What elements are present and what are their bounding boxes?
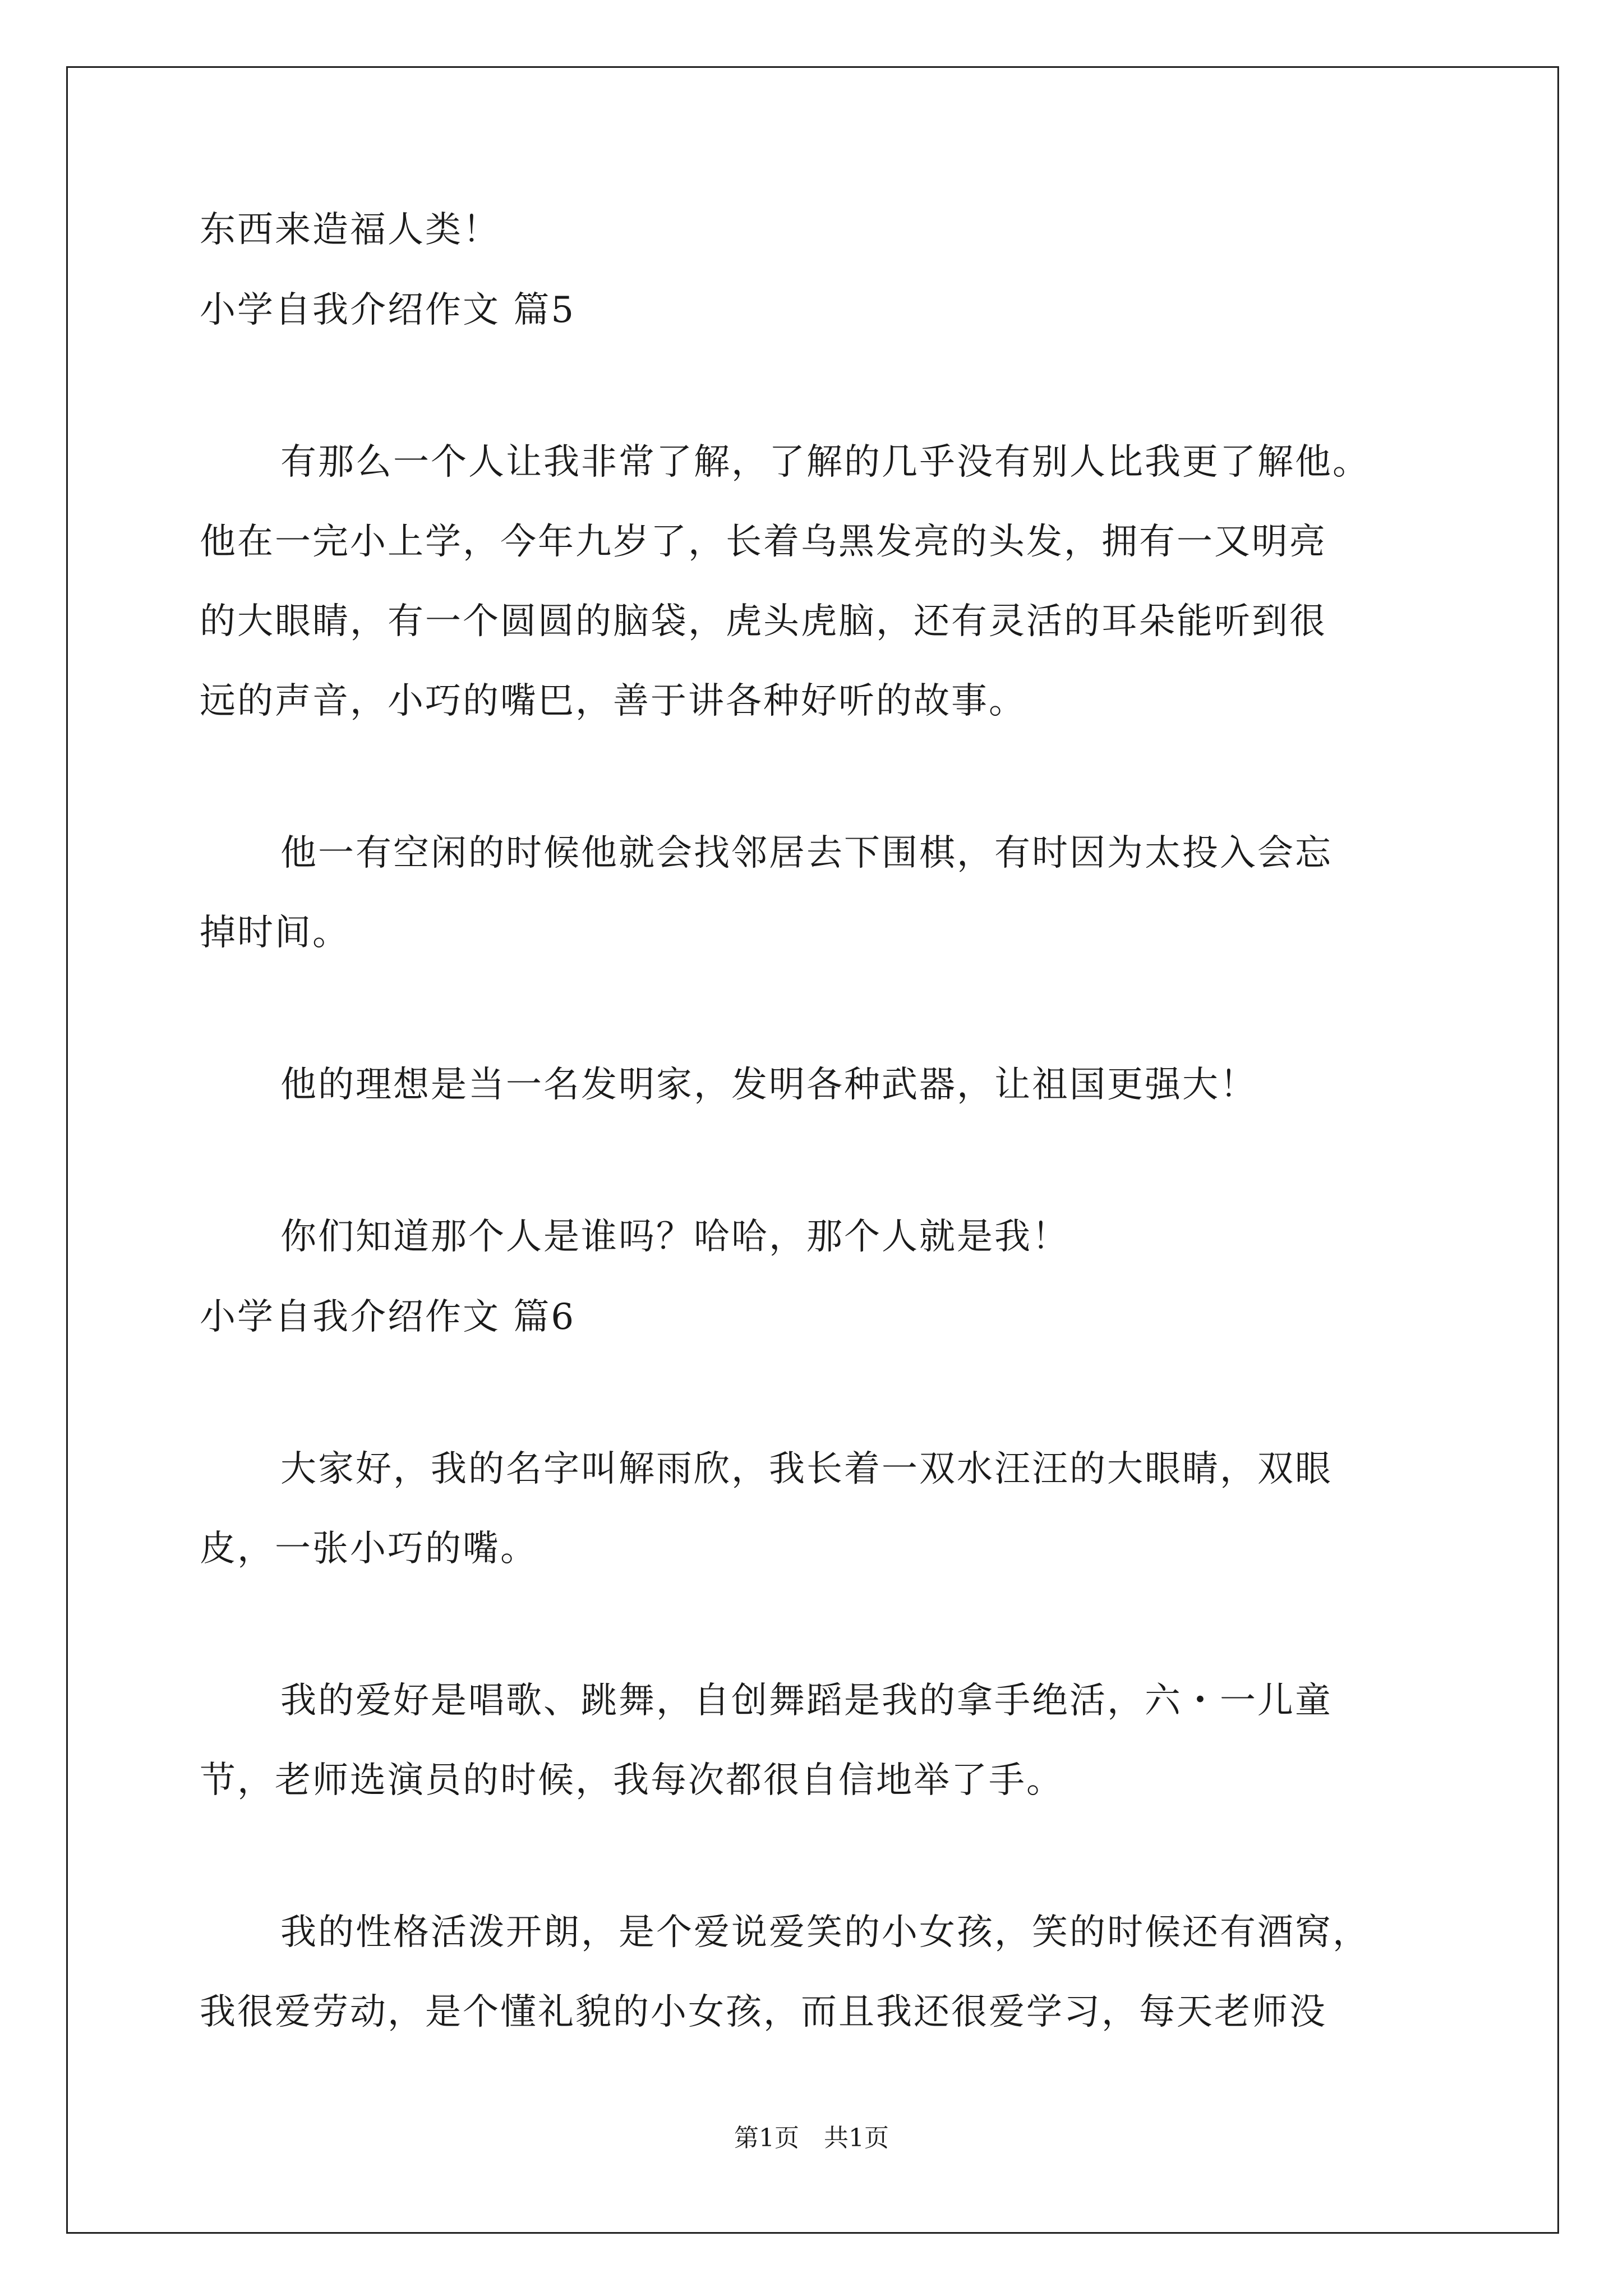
- paragraph-line: 的大眼睛，有一个圆圆的脑袋，虎头虎脑，还有灵活的耳朵能听到很: [200, 601, 1327, 642]
- paragraph-line: 掉时间。: [200, 912, 350, 954]
- paragraph-line: 东西来造福人类！: [200, 209, 500, 251]
- page-footer: 第1页 共1页: [734, 2124, 889, 2152]
- paragraph-line: 他在一完小上学，今年九岁了，长着乌黑发亮的头发，拥有一又明亮: [200, 521, 1327, 563]
- paragraph-line: 我很爱劳动，是个懂礼貌的小女孩，而且我还很爱学习，每天老师没: [200, 1991, 1327, 2033]
- section-heading: 小学自我介绍作文 篇6: [200, 1296, 576, 1338]
- paragraph-line: 他一有空闲的时候他就会找邻居去下围棋，有时因为太投入会忘: [280, 832, 1332, 874]
- paragraph-line: 他的理想是当一名发明家，发明各种武器，让祖国更强大！: [280, 1064, 1257, 1106]
- paragraph-line: 大家好，我的名字叫解雨欣，我长着一双水汪汪的大眼睛，双眼: [280, 1448, 1332, 1490]
- paragraph-line: 有那么一个人让我非常了解，了解的几乎没有别人比我更了解他。: [280, 441, 1370, 483]
- paragraph-line: 节，老师选演员的时候，我每次都很自信地举了手。: [200, 1760, 1064, 1801]
- paragraph-line: 我的爱好是唱歌、跳舞，自创舞蹈是我的拿手绝活，六・一儿童: [280, 1680, 1332, 1722]
- paragraph-line: 我的性格活泼开朗，是个爱说爱笑的小女孩，笑的时候还有酒窝，: [280, 1912, 1370, 1953]
- section-heading: 小学自我介绍作文 篇5: [200, 289, 576, 331]
- paragraph-line: 远的声音，小巧的嘴巴，善于讲各种好听的故事。: [200, 680, 1026, 722]
- page-border: [66, 66, 1559, 2234]
- paragraph-line: 皮，一张小巧的嘴。: [200, 1528, 538, 1570]
- paragraph-line: 你们知道那个人是谁吗？哈哈，那个人就是我！: [280, 1216, 1069, 1258]
